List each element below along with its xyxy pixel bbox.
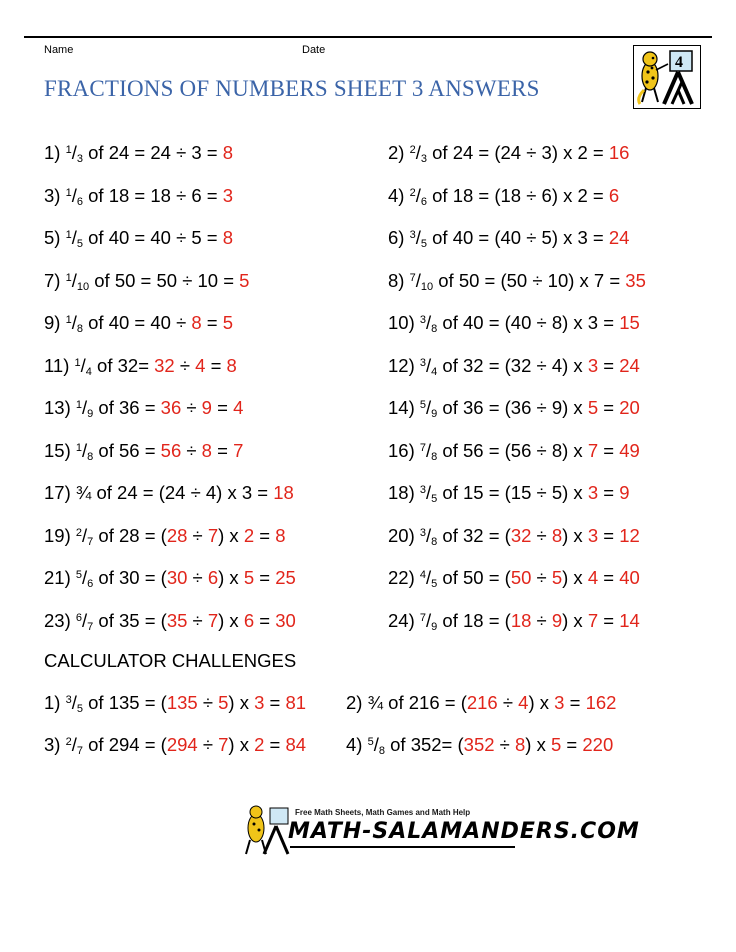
answer-row-q14: 14) $^5/_9$ of 36 = (36 ÷ 9) x 5 = 20 <box>388 397 640 420</box>
question-number: 12) <box>388 355 415 376</box>
working-text: = <box>211 397 234 418</box>
answer-value: 3 <box>587 355 599 376</box>
fraction-numerator: 3 <box>419 527 427 539</box>
answer-value: 9 <box>201 397 212 418</box>
question-number: 23) <box>44 610 71 631</box>
working-text: = <box>598 482 620 503</box>
answer-value: 3 <box>587 482 599 503</box>
working-text: ) x <box>525 734 551 755</box>
name-label: Name <box>44 44 74 56</box>
working-text: = <box>205 355 227 376</box>
answer-value: 3 <box>554 692 565 713</box>
footer-underline <box>290 846 515 848</box>
answer-value: 81 <box>285 692 307 713</box>
answer-row-q21: 21) $^5/_6$ of 30 = (30 ÷ 6) x 5 = 25 <box>44 567 296 590</box>
working-text: of 50 = ( <box>442 567 511 588</box>
fraction-denominator: 9 <box>87 408 94 420</box>
question-number: 15) <box>44 440 71 461</box>
answer-row-q8: 8) $^7/_{10}$ of 50 = (50 ÷ 10) x 7 = 35 <box>388 270 646 293</box>
working-text: ÷ <box>187 610 208 631</box>
answer-value: 8 <box>514 734 526 755</box>
working-text: ÷ <box>181 397 202 418</box>
answer-value: 24 <box>608 227 630 248</box>
fraction-numerator: 1 <box>74 357 81 369</box>
working-text: of 56 = (56 ÷ 8) x <box>442 440 588 461</box>
answer-value: 220 <box>582 734 614 755</box>
answer-value: 20 <box>619 397 640 418</box>
answer-row-q23: 23) $^6/_7$ of 35 = (35 ÷ 7) x 6 = 30 <box>44 610 296 633</box>
fraction-denominator: 8 <box>431 323 438 335</box>
question-number: 17) <box>44 482 71 503</box>
working-text: of 15 = (15 ÷ 5) x <box>442 482 588 503</box>
working-text: ) x <box>562 610 588 631</box>
working-text: = <box>201 312 223 333</box>
working-text: ) x <box>562 567 588 588</box>
footer-tagline: Free Math Sheets, Math Games and Math Help <box>295 808 471 817</box>
answer-value: 32 <box>510 525 532 546</box>
fraction-glyph: ¾ <box>75 482 92 503</box>
answer-value: 9 <box>551 610 563 631</box>
fraction-numerator: 1 <box>65 144 72 156</box>
working-text: of 40 = 40 ÷ 5 = <box>88 227 223 248</box>
answer-value: 5 <box>551 567 563 588</box>
answer-value: 5 <box>243 567 255 588</box>
answer-value: 3 <box>254 692 265 713</box>
working-text: ÷ <box>197 692 219 713</box>
question-number: 19) <box>44 525 71 546</box>
fraction-denominator: 8 <box>378 745 385 757</box>
fraction-denominator: 8 <box>76 323 83 335</box>
answer-value: 50 <box>510 567 532 588</box>
working-text: of 50 = 50 ÷ 10 = <box>94 270 240 291</box>
answer-value: 4 <box>587 567 599 588</box>
answer-value: 36 <box>160 397 182 418</box>
working-text: of 32= <box>97 355 155 376</box>
question-number: 14) <box>388 397 415 418</box>
working-text: ) x <box>228 692 255 713</box>
working-text: of 40 = (40 ÷ 5) x 3 = <box>432 227 609 248</box>
fraction-numerator: 1 <box>65 314 72 326</box>
fraction-numerator: 1 <box>65 272 72 284</box>
question-number: 3) <box>44 734 61 755</box>
answer-value: 7 <box>218 734 229 755</box>
answer-value: 25 <box>275 567 296 588</box>
working-text: ÷ <box>531 525 552 546</box>
answer-value: 8 <box>201 440 212 461</box>
question-number: 22) <box>388 567 415 588</box>
salamander-logo <box>633 45 701 109</box>
working-text: of 36 = <box>98 397 161 418</box>
answer-value: 18 <box>510 610 532 631</box>
answer-value: 35 <box>166 610 188 631</box>
answer-value: 216 <box>466 692 498 713</box>
fraction-glyph: ¾ <box>367 692 384 713</box>
working-text: of 40 = (40 ÷ 8) x 3 = <box>442 312 620 333</box>
question-number: 20) <box>388 525 415 546</box>
fraction-numerator: 6 <box>75 612 83 624</box>
working-text: ÷ <box>187 525 208 546</box>
working-text: ) x <box>562 525 588 546</box>
answer-row-q13: 13) $^1/_9$ of 36 = 36 ÷ 9 = 4 <box>44 397 244 420</box>
answer-value: 6 <box>608 185 620 206</box>
answer-row-c3: 3) $^2/_7$ of 294 = (294 ÷ 7) x 2 = 84 <box>44 734 307 757</box>
answer-row-q12: 12) $^3/_4$ of 32 = (32 ÷ 4) x 3 = 24 <box>388 355 640 378</box>
fraction-numerator: 4 <box>419 569 427 581</box>
working-text: of 32 = ( <box>442 525 511 546</box>
question-number: 10) <box>388 312 415 333</box>
working-text: = <box>598 397 620 418</box>
answer-value: 7 <box>207 610 219 631</box>
working-text: of 32 = (32 ÷ 4) x <box>442 355 588 376</box>
working-text: = <box>561 734 583 755</box>
answer-value: 7 <box>207 525 219 546</box>
question-number: 4) <box>346 734 363 755</box>
fraction-numerator: 1 <box>75 399 83 411</box>
answer-value: 7 <box>233 440 244 461</box>
question-number: 7) <box>44 270 61 291</box>
fraction-numerator: 2 <box>409 144 416 156</box>
working-text: of 24 = 24 ÷ 3 = <box>88 142 223 163</box>
question-number: 1) <box>44 142 61 163</box>
fraction-numerator: 5 <box>419 399 427 411</box>
fraction-denominator: 4 <box>431 366 438 378</box>
answer-value: 84 <box>285 734 307 755</box>
working-text: of 56 = <box>98 440 161 461</box>
working-text: = <box>598 610 620 631</box>
fraction-numerator: 5 <box>75 569 83 581</box>
fraction-denominator: 3 <box>420 153 427 165</box>
working-text: ) x <box>228 734 255 755</box>
answer-value: 6 <box>243 610 255 631</box>
fraction-denominator: 5 <box>76 238 83 250</box>
answer-row-q19: 19) $^2/_7$ of 28 = (28 ÷ 7) x 2 = 8 <box>44 525 286 548</box>
answer-value: 5 <box>587 397 599 418</box>
question-number: 18) <box>388 482 415 503</box>
working-text: of 135 = ( <box>88 692 167 713</box>
answer-value: 49 <box>619 440 640 461</box>
working-text: of 352= ( <box>390 734 464 755</box>
question-number: 8) <box>388 270 405 291</box>
fraction-numerator: 3 <box>419 357 427 369</box>
working-text: of 28 = ( <box>98 525 167 546</box>
answer-value: 4 <box>518 692 529 713</box>
fraction-denominator: 6 <box>87 578 94 590</box>
working-text: ÷ <box>497 692 519 713</box>
working-text: = <box>254 610 276 631</box>
fraction-denominator: 4 <box>85 366 92 378</box>
answer-value: 12 <box>619 525 640 546</box>
answer-value: 9 <box>619 482 630 503</box>
answer-value: 40 <box>619 567 640 588</box>
question-number: 21) <box>44 567 71 588</box>
question-number: 6) <box>388 227 405 248</box>
answer-value: 8 <box>226 355 237 376</box>
fraction-denominator: 7 <box>87 536 94 548</box>
answer-value: 5 <box>218 692 229 713</box>
fraction-denominator: 5 <box>431 578 438 590</box>
answer-value: 5 <box>239 270 250 291</box>
working-text: ) x <box>218 610 244 631</box>
answer-row-q24: 24) $^7/_9$ of 18 = (18 ÷ 9) x 7 = 14 <box>388 610 640 633</box>
working-text: = <box>598 440 620 461</box>
answer-row-q16: 16) $^7/_8$ of 56 = (56 ÷ 8) x 7 = 49 <box>388 440 640 463</box>
date-label: Date <box>302 44 326 56</box>
question-number: 13) <box>44 397 71 418</box>
fraction-numerator: 2 <box>75 527 83 539</box>
answer-value: 8 <box>551 525 563 546</box>
working-text: ) x <box>528 692 555 713</box>
working-text: of 24 = (24 ÷ 4) x 3 = <box>96 482 274 503</box>
fraction-denominator: 7 <box>87 621 94 633</box>
answer-value: 24 <box>619 355 640 376</box>
question-number: 9) <box>44 312 61 333</box>
answer-row-c4: 4) $^5/_8$ of 352= (352 ÷ 8) x 5 = 220 <box>346 734 614 757</box>
working-text: of 18 = ( <box>442 610 511 631</box>
fraction-numerator: 3 <box>65 694 72 706</box>
answer-value: 56 <box>160 440 182 461</box>
working-text: of 35 = ( <box>98 610 167 631</box>
question-number: 2) <box>346 692 363 713</box>
fraction-denominator: 10 <box>76 281 90 293</box>
answer-row-q1: 1) $^1/_3$ of 24 = 24 ÷ 3 = 8 <box>44 142 234 165</box>
question-number: 5) <box>44 227 61 248</box>
answer-value: 2 <box>254 734 265 755</box>
working-text: ÷ <box>531 567 552 588</box>
fraction-denominator: 9 <box>431 621 438 633</box>
working-text: = <box>564 692 586 713</box>
answer-row-c2 <box>346 692 616 714</box>
fraction-numerator: 7 <box>419 612 427 624</box>
fraction-denominator: 6 <box>76 196 83 208</box>
fraction-denominator: 5 <box>76 703 83 715</box>
fraction-numerator: 1 <box>75 442 83 454</box>
answer-value: 2 <box>243 525 255 546</box>
working-text: ÷ <box>494 734 515 755</box>
working-text: of 30 = ( <box>98 567 167 588</box>
fraction-denominator: 8 <box>431 451 438 463</box>
fraction-denominator: 3 <box>76 153 83 165</box>
working-text: of 50 = (50 ÷ 10) x 7 = <box>438 270 626 291</box>
question-number: 11) <box>44 355 70 376</box>
working-text: of 18 = 18 ÷ 6 = <box>88 185 223 206</box>
answer-value: 5 <box>550 734 562 755</box>
logo-grade-number: 4 <box>675 54 683 71</box>
working-text: of 294 = ( <box>88 734 167 755</box>
fraction-numerator: 1 <box>65 229 72 241</box>
answer-value: 18 <box>273 482 294 503</box>
working-text: = <box>264 734 286 755</box>
question-number: 24) <box>388 610 415 631</box>
fraction-denominator: 9 <box>431 408 438 420</box>
fraction-denominator: 5 <box>431 493 438 505</box>
answer-value: 16 <box>608 142 630 163</box>
working-text: ÷ <box>181 440 202 461</box>
fraction-numerator: 1 <box>65 187 72 199</box>
fraction-numerator: 7 <box>409 272 416 284</box>
question-number: 16) <box>388 440 415 461</box>
answer-row-q20: 20) $^3/_8$ of 32 = (32 ÷ 8) x 3 = 12 <box>388 525 640 548</box>
answer-value: 294 <box>166 734 198 755</box>
working-text: = <box>264 692 286 713</box>
fraction-numerator: 3 <box>409 229 416 241</box>
answer-value: 15 <box>619 312 640 333</box>
answer-row-q5: 5) $^1/_5$ of 40 = 40 ÷ 5 = 8 <box>44 227 234 250</box>
question-number: 2) <box>388 142 405 163</box>
working-text: ) x <box>218 567 244 588</box>
answer-value: 30 <box>166 567 188 588</box>
working-text: ÷ <box>187 567 208 588</box>
working-text: = <box>598 567 620 588</box>
answer-row-q11: 11) $^1/_4$ of 32= 32 ÷ 4 = 8 <box>44 355 237 378</box>
fraction-denominator: 8 <box>87 451 94 463</box>
answer-row-q17 <box>44 482 294 504</box>
fraction-denominator: 8 <box>431 536 438 548</box>
working-text: = <box>598 355 620 376</box>
working-text: of 18 = (18 ÷ 6) x 2 = <box>432 185 609 206</box>
page-title: FRACTIONS OF NUMBERS SHEET 3 ANSWERS <box>44 76 540 101</box>
fraction-numerator: 2 <box>65 736 72 748</box>
working-text: of 40 = 40 ÷ <box>88 312 192 333</box>
answer-row-q7: 7) $^1/_{10}$ of 50 = 50 ÷ 10 = 5 <box>44 270 250 293</box>
answer-value: 8 <box>275 525 286 546</box>
answer-row-q2: 2) $^2/_3$ of 24 = (24 ÷ 3) x 2 = 16 <box>388 142 630 165</box>
answer-value: 6 <box>207 567 219 588</box>
working-text: ÷ <box>197 734 219 755</box>
answer-value: 35 <box>625 270 646 291</box>
working-text: ÷ <box>174 355 196 376</box>
working-text: of 216 = ( <box>388 692 467 713</box>
question-number: 1) <box>44 692 61 713</box>
fraction-numerator: 2 <box>409 187 416 199</box>
working-text: = <box>598 525 620 546</box>
answer-row-q9: 9) $^1/_8$ of 40 = 40 ÷ 8 = 5 <box>44 312 234 335</box>
answer-row-c1: 1) $^3/_5$ of 135 = (135 ÷ 5) x 3 = 81 <box>44 692 307 715</box>
working-text: = <box>254 567 276 588</box>
answer-value: 30 <box>275 610 296 631</box>
answer-row-q18: 18) $^3/_5$ of 15 = (15 ÷ 5) x 3 = 9 <box>388 482 630 505</box>
question-number: 3) <box>44 185 61 206</box>
answer-row-q3: 3) $^1/_6$ of 18 = 18 ÷ 6 = 3 <box>44 185 234 208</box>
working-text: = <box>211 440 234 461</box>
fraction-denominator: 5 <box>420 238 427 250</box>
answer-value: 7 <box>587 610 599 631</box>
answer-row-q6: 6) $^3/_5$ of 40 = (40 ÷ 5) x 3 = 24 <box>388 227 630 250</box>
fraction-denominator: 10 <box>420 281 434 293</box>
answer-value: 7 <box>587 440 599 461</box>
working-text: of 24 = (24 ÷ 3) x 2 = <box>432 142 609 163</box>
answer-value: 135 <box>166 692 198 713</box>
answer-value: 3 <box>222 185 234 206</box>
working-text: of 36 = (36 ÷ 9) x <box>442 397 588 418</box>
answer-row-q15: 15) $^1/_8$ of 56 = 56 ÷ 8 = 7 <box>44 440 244 463</box>
answer-value: 4 <box>233 397 244 418</box>
footer-brand: MATH-SALAMANDERS.COM <box>288 819 640 844</box>
answer-row-q10: 10) $^3/_8$ of 40 = (40 ÷ 8) x 3 = 15 <box>388 312 640 335</box>
answer-value: 4 <box>195 355 206 376</box>
answer-value: 8 <box>222 142 234 163</box>
answer-value: 28 <box>166 525 188 546</box>
calculator-challenges-heading: CALCULATOR CHALLENGES <box>44 650 297 671</box>
answer-value: 352 <box>463 734 495 755</box>
answer-value: 3 <box>587 525 599 546</box>
fraction-denominator: 6 <box>420 196 427 208</box>
answer-row-q22: 22) $^4/_5$ of 50 = (50 ÷ 5) x 4 = 40 <box>388 567 640 590</box>
fraction-numerator: 7 <box>419 442 427 454</box>
answer-row-q4: 4) $^2/_6$ of 18 = (18 ÷ 6) x 2 = 6 <box>388 185 620 208</box>
answer-value: 5 <box>222 312 234 333</box>
fraction-denominator: 7 <box>76 745 83 757</box>
top-rule <box>24 36 712 38</box>
fraction-numerator: 3 <box>419 484 427 496</box>
answer-value: 32 <box>154 355 175 376</box>
working-text: ÷ <box>531 610 552 631</box>
answer-value: 162 <box>585 692 617 713</box>
answer-value: 14 <box>619 610 640 631</box>
fraction-numerator: 5 <box>367 736 374 748</box>
working-text: ) x <box>218 525 244 546</box>
question-number: 4) <box>388 185 405 206</box>
fraction-numerator: 3 <box>419 314 427 326</box>
answer-value: 8 <box>191 312 202 333</box>
answer-value: 8 <box>222 227 234 248</box>
working-text: = <box>254 525 276 546</box>
